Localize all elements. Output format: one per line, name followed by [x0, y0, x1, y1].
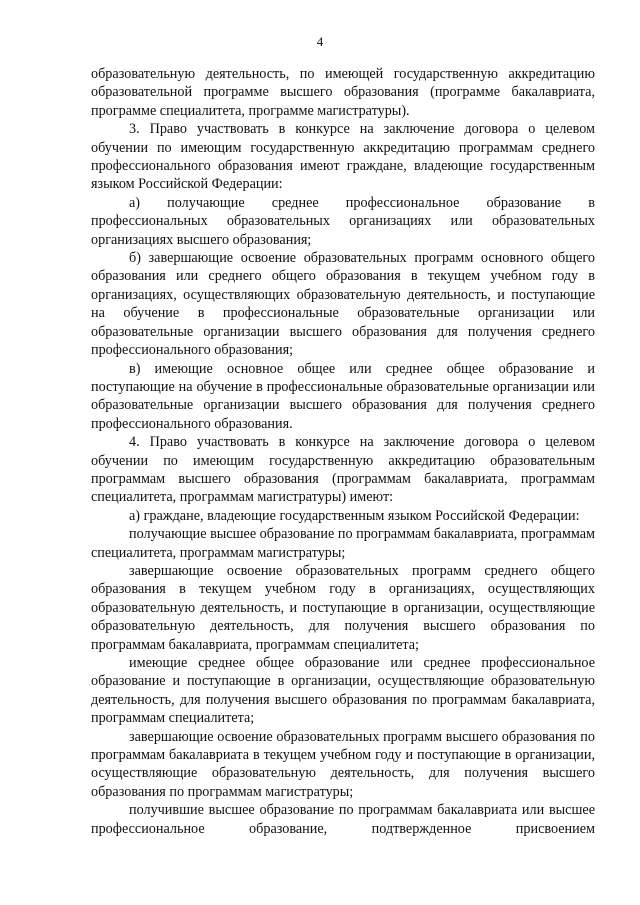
- paragraph-item-4a: а) граждане, владеющие государственным языком Российской Федерации:: [129, 507, 580, 524]
- paragraph-sub-item: завершающие освоение образовательных программ среднего общего образования в текущем учебном году в организациях, осуществляющих образовательную деятельность, и поступающие в организации, осуществляющие образовательную деятельность, для получения высшего образования по программам бакалавриата, программам специалитета;: [91, 562, 595, 653]
- paragraph-item-3a: а) получающие среднее профессиональное образование в профессиональных образовательных организациях или образовательных организациях высшего образования;: [91, 194, 595, 248]
- paragraph-item-3: 3. Право участвовать в конкурсе на заключение договора о целевом обучении по имеющим государственную аккредитацию программам среднего профессионального образования имеют граждане, владеющие государственным языком Российской Федерации:: [91, 121, 595, 193]
- paragraph-sub-item: получающие высшее образование по программам бакалавриата, программам специалитета, программам магистратуры;: [91, 526, 595, 561]
- paragraph-item-4: 4. Право участвовать в конкурсе на заключение договора о целевом обучении по имеющим государственную аккредитацию образовательным программам высшего образования (программам бакалавриата, программам специалитета, программам магистратуры) имеют:: [91, 434, 595, 506]
- paragraph-sub-item: имеющие среднее общее образование или среднее профессиональное образование и поступающие в организации, осуществляющие образовательную деятельность, для получения высшего образования по программам бакалавриата, программам специалитета;: [91, 655, 595, 727]
- page-number: 4: [316, 34, 324, 49]
- document-body: [91, 65, 595, 838]
- paragraph-item-3v: в) имеющие основное общее или среднее общее образование и поступающие на обучение в профессиональные образовательные организации или образовательные организации высшего образования для получения среднего профессионального образования.: [91, 360, 595, 432]
- paragraph-item-3b: б) завершающие освоение образовательных программ основного общего образования или среднего общего образования в текущем учебном году в организациях, осуществляющих образовательную деятельность, и поступающие на обучение в профессиональные образовательные организации или образовательные организации высшего образования для получения среднего профессионального образования;: [91, 250, 595, 359]
- paragraph-sub-item: завершающие освоение образовательных программ высшего образования по программам бакалавриата в текущем учебном году и поступающие в организации, осуществляющие образовательную деятельность, для получения высшего образования по программам магистратуры;: [91, 728, 595, 800]
- paragraph-sub-item-continued: получившие высшее образование по программам бакалавриата или высшее профессиональное образование, подтвержденное присвоением: [91, 802, 595, 837]
- paragraph-continuation: образовательную деятельность, по имеющей государственную аккредитацию образовательной программе высшего образования (программе бакалавриата, программе специалитета, программе магистратуры).: [91, 66, 595, 119]
